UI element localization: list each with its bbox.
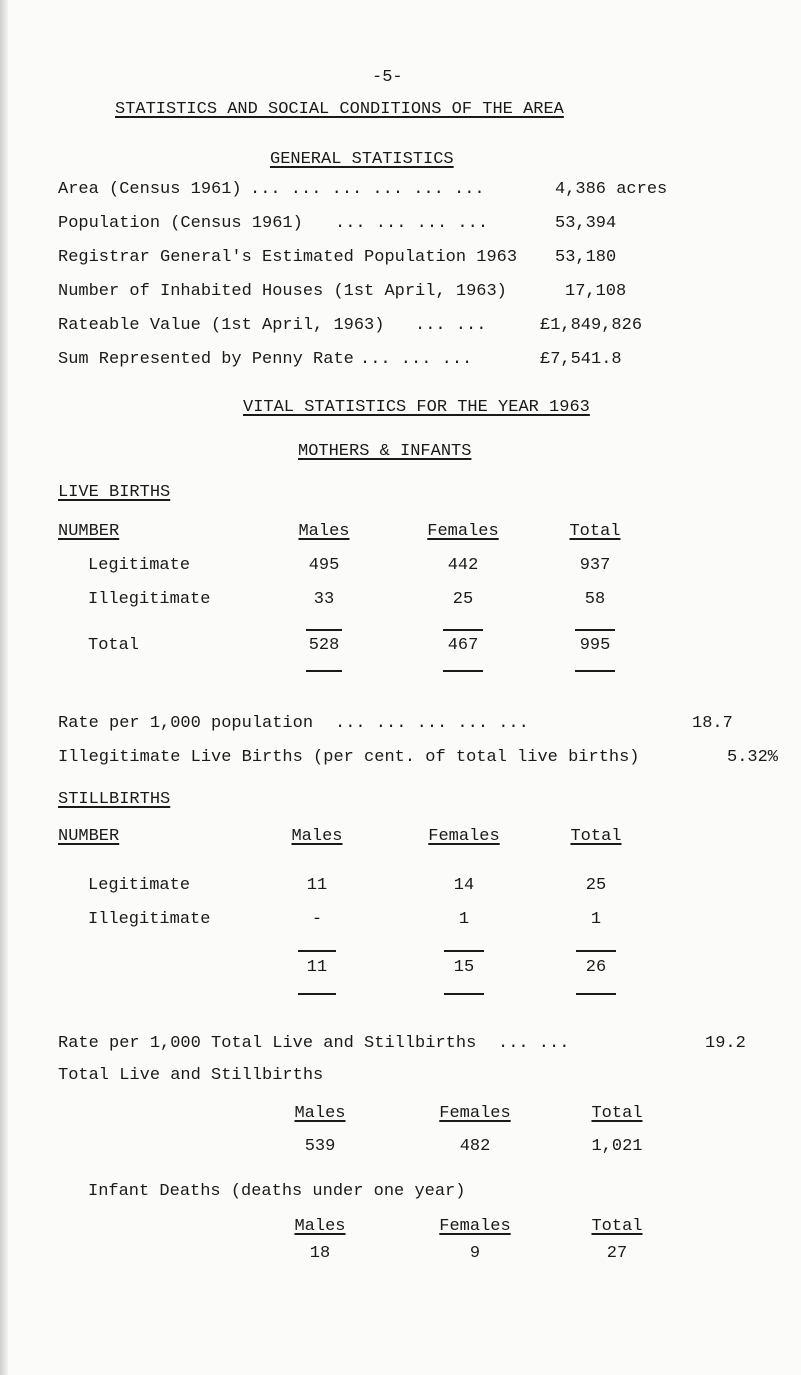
scan-edge-shadow (0, 0, 8, 1375)
sum-rule (306, 670, 342, 672)
sum-rule (575, 629, 615, 631)
general-row-leader: ... ... (415, 316, 487, 335)
row-label: Legitimate (88, 876, 191, 895)
total-live-still-title: Total Live and Stillbirths (58, 1066, 324, 1085)
cell-total: 1 (590, 910, 602, 929)
column-header-males: Males (291, 827, 343, 846)
sum-rule (444, 950, 484, 952)
row-label: Total (88, 636, 140, 655)
column-header-females: Females (427, 522, 499, 541)
general-row-label: Registrar General's Estimated Population 1963 (58, 248, 518, 267)
sum-rule (298, 950, 336, 952)
stillbirths-title: STILLBIRTHS (58, 790, 171, 809)
row-label: Illegitimate (88, 910, 211, 929)
general-statistics-title: GENERAL STATISTICS (270, 150, 454, 169)
live-birth-rate-leader: ... ... ... ... ... (335, 714, 529, 733)
page-heading: STATISTICS AND SOCIAL CONDITIONS OF THE AREA (115, 100, 564, 119)
column-header-number: NUMBER (58, 827, 120, 846)
cell-females: 467 (447, 636, 479, 655)
infant-deaths-title: Infant Deaths (deaths under one year) (88, 1182, 466, 1201)
page-number: -5- (372, 68, 403, 87)
cell-females: 482 (459, 1137, 491, 1156)
sum-rule (444, 993, 484, 995)
column-header-number: NUMBER (58, 522, 120, 541)
column-header-males: Males (294, 1217, 346, 1236)
cell-total: 26 (585, 958, 607, 977)
cell-total: 25 (585, 876, 607, 895)
general-row-label: Population (Census 1961) (58, 214, 303, 233)
general-row-value: 4,386 acres (555, 180, 668, 199)
cell-total: 58 (584, 590, 606, 609)
cell-males: 18 (309, 1244, 331, 1263)
general-row-value: 53,180 (555, 248, 617, 267)
general-row-label: Sum Represented by Penny Rate (58, 350, 354, 369)
column-header-total: Total (570, 827, 622, 846)
vital-statistics-title: VITAL STATISTICS FOR THE YEAR 1963 (243, 398, 590, 417)
column-header-total: Total (569, 522, 621, 541)
general-row-leader: ... ... ... ... ... ... (250, 180, 485, 199)
general-row-leader: ... ... ... (360, 350, 473, 369)
sum-rule (298, 993, 336, 995)
cell-males: 11 (306, 958, 328, 977)
general-row-value: £1,849,826 (540, 316, 643, 335)
cell-females: 442 (447, 556, 479, 575)
column-header-males: Males (298, 522, 350, 541)
cell-males: 539 (304, 1137, 336, 1156)
row-label: Illegitimate (88, 590, 211, 609)
live-births-title: LIVE BIRTHS (58, 483, 171, 502)
live-birth-rate-label: Rate per 1,000 population (58, 714, 314, 733)
illegitimate-percent-value: 5.32% (727, 748, 779, 767)
general-row-value: 17,108 (565, 282, 627, 301)
cell-females: 25 (452, 590, 474, 609)
cell-total: 995 (579, 636, 611, 655)
sum-rule (306, 629, 342, 631)
cell-females: 9 (469, 1244, 481, 1263)
live-birth-rate-value: 18.7 (692, 714, 733, 733)
sum-rule (576, 950, 616, 952)
column-header-total: Total (591, 1217, 643, 1236)
stillbirth-rate-leader: ... ... (498, 1034, 570, 1053)
cell-males: 11 (306, 876, 328, 895)
mothers-infants-subtitle: MOTHERS & INFANTS (298, 442, 472, 461)
cell-males: 528 (308, 636, 340, 655)
column-header-total: Total (591, 1104, 643, 1123)
sum-rule (443, 629, 483, 631)
cell-total: 27 (606, 1244, 628, 1263)
column-header-females: Females (439, 1104, 511, 1123)
cell-females: 14 (453, 876, 475, 895)
general-row-label: Area (Census 1961) (58, 180, 242, 199)
stillbirth-rate-value: 19.2 (705, 1034, 746, 1053)
column-header-males: Males (294, 1104, 346, 1123)
general-row-value: £7,541.8 (540, 350, 622, 369)
general-row-leader: ... ... ... ... (335, 214, 489, 233)
cell-total: 937 (579, 556, 611, 575)
sum-rule (576, 993, 616, 995)
column-header-females: Females (428, 827, 500, 846)
cell-females: 15 (453, 958, 475, 977)
cell-males: 33 (313, 590, 335, 609)
sum-rule (575, 670, 615, 672)
stillbirth-rate-label: Rate per 1,000 Total Live and Stillbirths (58, 1034, 477, 1053)
cell-females: 1 (458, 910, 470, 929)
general-row-value: 53,394 (555, 214, 617, 233)
cell-males: - (311, 910, 323, 929)
general-row-label: Number of Inhabited Houses (1st April, 1963) (58, 282, 507, 301)
illegitimate-percent-label: Illegitimate Live Births (per cent. of total live births) (58, 748, 640, 767)
cell-males: 495 (308, 556, 340, 575)
row-label: Legitimate (88, 556, 191, 575)
general-row-label: Rateable Value (1st April, 1963) (58, 316, 385, 335)
cell-total: 1,021 (591, 1137, 643, 1156)
sum-rule (443, 670, 483, 672)
column-header-females: Females (439, 1217, 511, 1236)
